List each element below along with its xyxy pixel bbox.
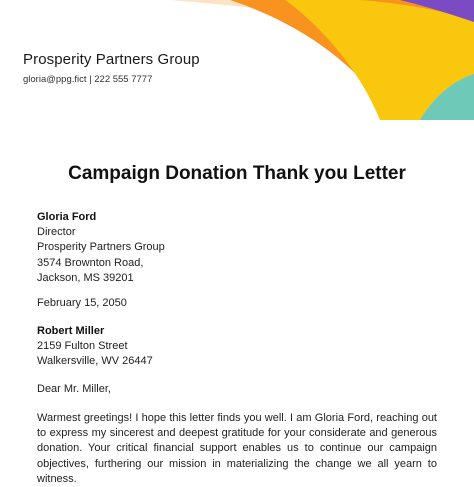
sender-company: Prosperity Partners Group [37, 241, 165, 254]
sender-name: Gloria Ford [37, 211, 97, 223]
recipient-name: Robert Miller [37, 325, 105, 337]
sender-street: 3574 Brownton Road, [37, 256, 144, 269]
recipient-city: Walkersville, WV 26447 [37, 355, 153, 368]
sender-block [37, 210, 165, 286]
organization-name: Prosperity Partners Group [23, 51, 200, 68]
recipient-block [37, 324, 153, 370]
sender-city: Jackson, MS 39201 [37, 271, 134, 284]
organization-contact: gloria@ppg.fict | 222 555 7777 [23, 74, 153, 85]
letter-date: February 15, 2050 [37, 297, 127, 309]
recipient-street: 2159 Fulton Street [37, 340, 128, 353]
salutation: Dear Mr. Miller, [37, 383, 111, 395]
document-title: Campaign Donation Thank you Letter [68, 163, 406, 184]
letter-body: Warmest greetings! I hope this letter finds you well. I am Gloria Ford, reaching out to express my sincerest and deepest gratitude for your considerate and generous donation. Your critical financial support enables us to continue our campaign objectives, furthering our mission in materializing the change we all yearn to witness. [37, 412, 437, 485]
sender-position: Director [37, 226, 76, 239]
